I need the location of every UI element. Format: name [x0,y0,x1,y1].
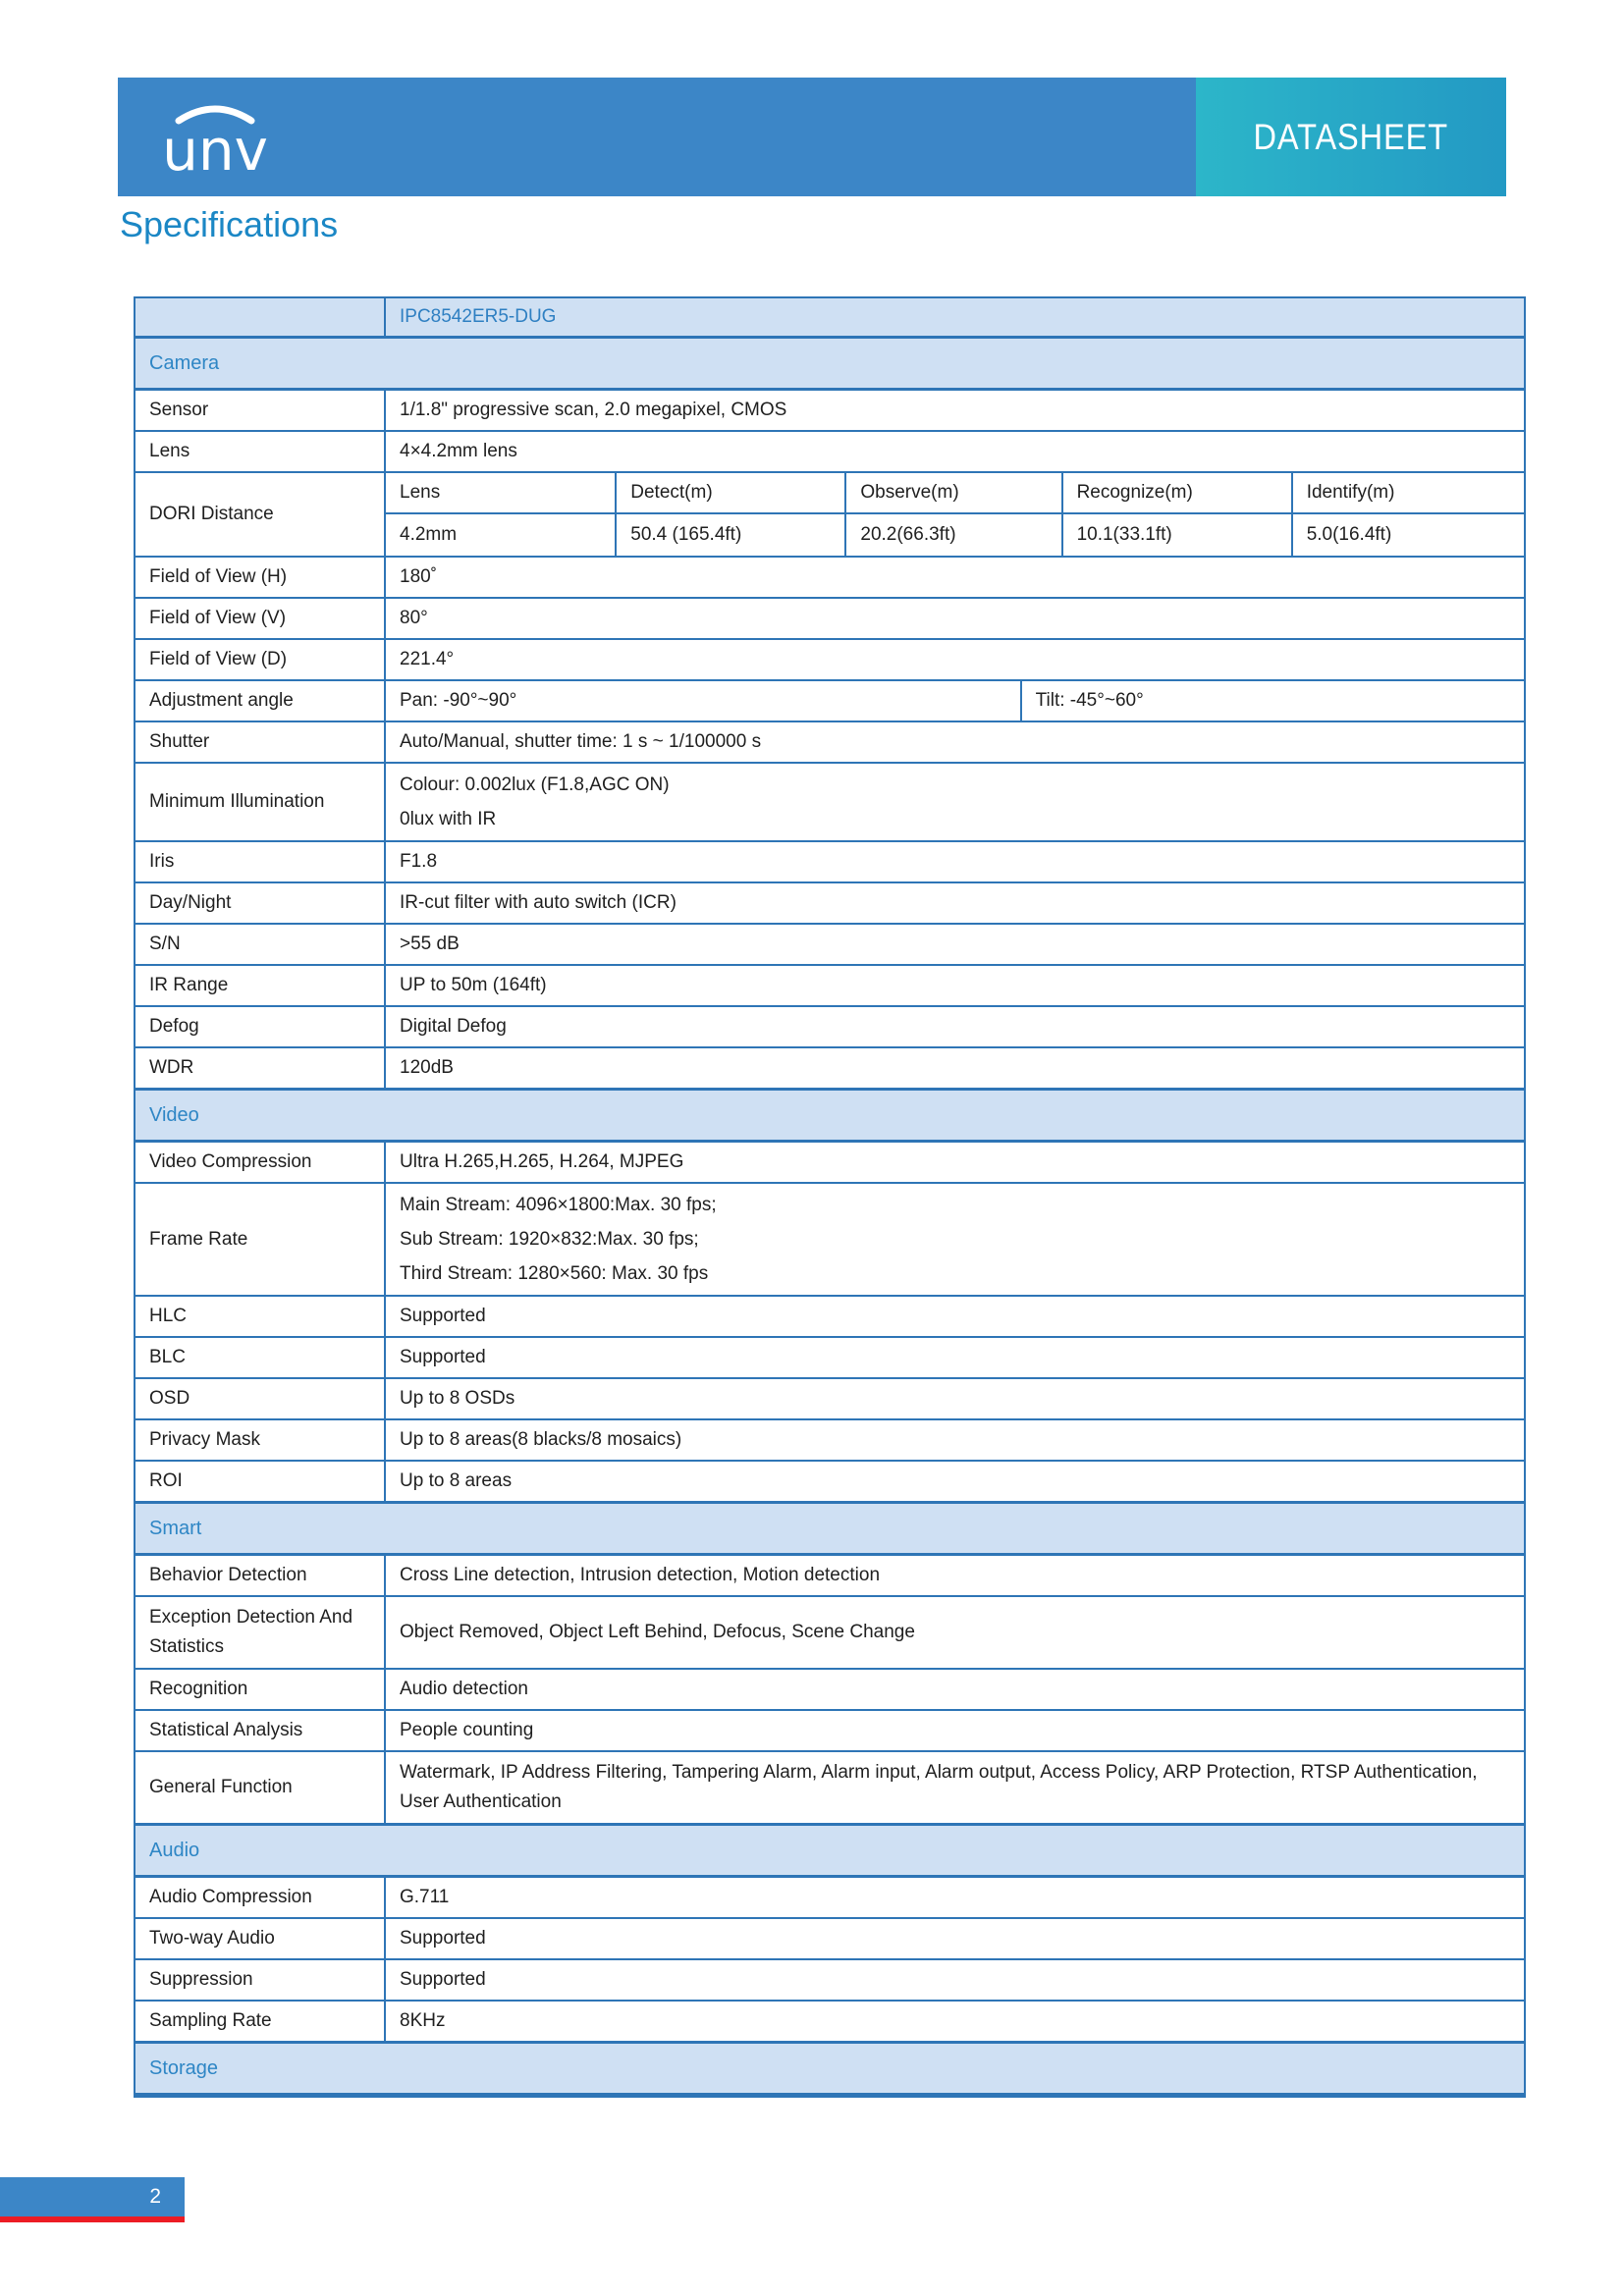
section-label: Audio [149,1840,200,1861]
spec-row [135,842,1524,883]
spec-label: Minimum Illumination [135,764,386,840]
dori-header-cell: Lens [386,473,617,512]
dori-header-cell: Identify(m) [1306,482,1395,503]
spec-value-line: Third Stream: 1280×560: Max. 30 fps [400,1263,709,1284]
page-footer [0,2177,185,2222]
spec-label: Statistical Analysis [135,1711,386,1750]
dori-header-cell: Detect(m) [617,473,846,512]
model-name: IPC8542ER5-DUG [400,306,557,327]
spec-row [135,599,1524,640]
spec-value: Digital Defog [400,1016,507,1037]
header-bar [118,78,1506,196]
spec-label: Field of View (D) [135,640,386,679]
spec-label: Recognition [135,1670,386,1709]
spec-value: Cross Line detection, Intrusion detection, Motion detection [400,1565,881,1585]
model-row [135,298,1524,338]
spec-row [135,925,1524,966]
spec-row [135,1462,1524,1503]
spec-value: IR-cut filter with auto switch (ICR) [400,892,677,913]
spec-label: Sampling Rate [135,2002,386,2041]
spec-row [135,764,1524,842]
spec-row [135,1143,1524,1184]
spec-label: WDR [135,1048,386,1088]
spec-row [135,640,1524,681]
unv-logo [141,95,289,180]
dori-value-cell: 20.2(66.3ft) [846,514,1062,556]
spec-value: F1.8 [400,851,438,872]
spec-label: Sensor [135,391,386,430]
spec-value: Supported [400,1306,486,1326]
spec-value [386,1184,1524,1295]
section-label: Smart [149,1518,202,1539]
spec-row [135,1420,1524,1462]
spec-value: 1/1.8" progressive scan, 2.0 megapixel, CMOS [400,400,787,420]
spec-value: Up to 8 areas(8 blacks/8 mosaics) [400,1429,682,1450]
spec-label: S/N [135,925,386,964]
dori-value-cell: 5.0(16.4ft) [1306,524,1392,545]
dori-header-line [386,473,1524,514]
spec-label: HLC [135,1297,386,1336]
spec-row [135,1597,1524,1670]
section-label: Video [149,1104,199,1126]
spec-row [135,1184,1524,1297]
spec-row [135,722,1524,764]
spec-label: Adjustment angle [135,681,386,721]
spec-label: Field of View (H) [135,558,386,597]
spec-value: UP to 50m (164ft) [400,975,547,995]
spec-value: Up to 8 areas [400,1470,513,1491]
spec-row [135,1878,1524,1919]
spec-label: IR Range [135,966,386,1005]
spec-label: Suppression [135,1960,386,2000]
spec-label: General Function [135,1752,386,1823]
spec-row [135,1048,1524,1090]
spec-value: Audio detection [400,1679,528,1699]
dori-value-cell: 4.2mm [386,514,617,556]
spec-row [135,1556,1524,1597]
spec-label: Audio Compression [135,1878,386,1917]
page-number: 2 [149,2185,161,2208]
spec-value-left: Pan: -90°~90° [386,681,1022,721]
datasheet-banner [1196,78,1506,196]
page-title: Specifications [120,204,339,244]
specifications-table [134,296,1526,2098]
dori-header-cell: Observe(m) [846,473,1062,512]
spec-value-line: Main Stream: 4096×1800:Max. 30 fps; [400,1195,717,1215]
spec-label: Exception Detection And Statistics [135,1597,386,1668]
footer-bar [0,2177,185,2216]
section-row [135,1825,1524,1878]
spec-label: DORI Distance [135,473,386,556]
spec-row [135,2002,1524,2043]
dori-value-cell: 10.1(33.1ft) [1063,514,1293,556]
dori-header-cell: Recognize(m) [1063,473,1293,512]
spec-value: Supported [400,1969,486,1990]
spec-label: OSD [135,1379,386,1418]
section-row [135,338,1524,391]
spec-row [135,1338,1524,1379]
spec-value: Auto/Manual, shutter time: 1 s ~ 1/100000 s [400,731,762,752]
spec-row [135,1379,1524,1420]
spec-value-line: Colour: 0.002lux (F1.8,AGC ON) [400,774,670,795]
spec-value: >55 dB [400,934,460,954]
spec-row [135,1007,1524,1048]
spec-value: 120dB [400,1057,454,1078]
spec-row [135,432,1524,473]
dori-value-cell: 50.4 (165.4ft) [617,514,846,556]
spec-value: People counting [400,1720,534,1740]
spec-label: Two-way Audio [135,1919,386,1958]
spec-value: 8KHz [400,2010,446,2031]
spec-label: Defog [135,1007,386,1046]
spec-label: Frame Rate [135,1184,386,1295]
spec-row [135,1297,1524,1338]
spec-row-dori [135,473,1524,558]
spec-value: Supported [400,1347,486,1367]
spec-row [135,1711,1524,1752]
spec-value: Object Removed, Object Left Behind, Defocus, Scene Change [400,1622,915,1642]
section-label: Camera [149,352,220,374]
spec-label: BLC [135,1338,386,1377]
spec-value: Supported [400,1928,486,1949]
spec-value: G.711 [400,1887,450,1907]
spec-row-split [135,681,1524,722]
spec-value: 221.4° [400,649,455,669]
spec-value [386,764,1524,840]
spec-value: 4×4.2mm lens [400,441,517,461]
spec-row [135,966,1524,1007]
unv-logo-icon [141,95,289,180]
datasheet-label: DATASHEET [1253,116,1449,157]
spec-value: 180˚ [400,566,438,587]
dori-value-line [386,514,1524,556]
section-label: Storage [149,2057,219,2079]
spec-label: ROI [135,1462,386,1501]
spec-row [135,1919,1524,1960]
spec-row [135,391,1524,432]
section-row [135,1503,1524,1556]
spec-label: Shutter [135,722,386,762]
model-empty-cell [135,298,386,336]
spec-row [135,558,1524,599]
spec-label: Iris [135,842,386,881]
spec-value: Up to 8 OSDs [400,1388,515,1409]
dori-grid [386,473,1524,556]
spec-value: Ultra H.265,H.265, H.264, MJPEG [400,1151,684,1172]
spec-label: Privacy Mask [135,1420,386,1460]
spec-value-line: Sub Stream: 1920×832:Max. 30 fps; [400,1229,699,1250]
section-row [135,2043,1524,2096]
spec-value: Watermark, IP Address Filtering, Tampering Alarm, Alarm input, Alarm output, Access Policy, ARP Protection, RTSP Authentication, User Authentication [400,1762,1478,1812]
spec-label: Lens [135,432,386,471]
spec-row [135,1670,1524,1711]
spec-label: Day/Night [135,883,386,923]
spec-row [135,1752,1524,1825]
spec-label: Video Compression [135,1143,386,1182]
spec-label: Field of View (V) [135,599,386,638]
footer-accent-line [0,2216,185,2222]
spec-value-line: 0lux with IR [400,809,497,829]
spec-row [135,883,1524,925]
spec-label: Behavior Detection [135,1556,386,1595]
spec-value-right: Tilt: -45°~60° [1035,690,1144,711]
section-row [135,1090,1524,1143]
spec-value: 80° [400,608,428,628]
spec-row [135,1960,1524,2002]
svg-text:unv: unv [162,116,268,180]
